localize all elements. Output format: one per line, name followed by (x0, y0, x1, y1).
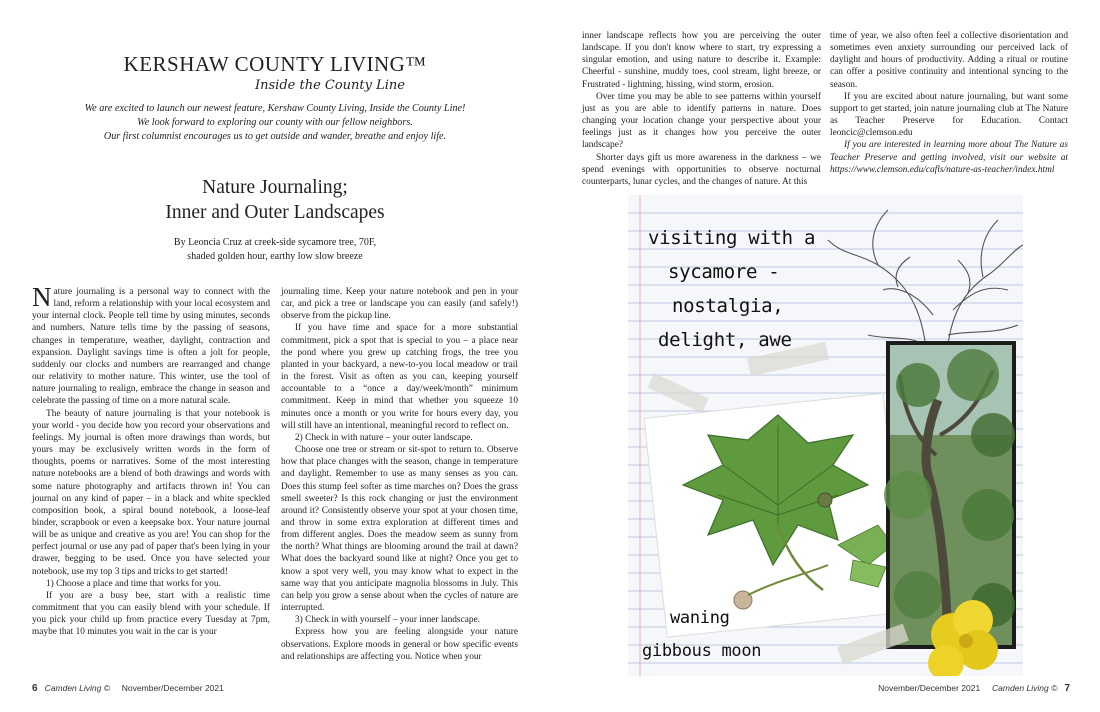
magazine-subtitle: Inside the County Line (255, 78, 405, 93)
paragraph: Express how you are feeling alongside your nature observations. Explore moods in general or how specific events and relationships are affecting you. Notice when your (281, 627, 518, 662)
page-number: 7 (1064, 683, 1070, 694)
page-number: 6 (32, 683, 38, 694)
paragraph: If you are excited about nature journaling, but want some support to get started, join nature journaling club at The Nature as Teacher Preserve for Education. Contact leoncic@clemson.edu (830, 91, 1068, 139)
paragraph: inner landscape reflects how you are perceiving the outer landscape. If you don't know where to start, try expressing a singular emotion, and using nature to describe it. Example: Cheerful - sunshine, muddy toes, cool stream, light breeze, or Frustrated - lightning, hissing, wind storm, erosion. (582, 31, 821, 90)
paragraph: If you are interested in learning more about The Nature as Teacher Preserve and getting involved, visit our website at https://www.clemson.edu/cafls/nature-as-teacher/index.html (830, 140, 1068, 175)
paragraph: journaling time. Keep your nature notebook and pen in your car, and pick a tree or landscape you can easily (and safely!) observe from the pickup line. (281, 287, 518, 322)
paragraph: The beauty of nature journaling is that your notebook is your world - you decide how you record your observations and feelings. My journal is often more drawings than words, but yours may be exclusively written words in the form of thoughts, poems or narratives. Some of the most interesting nature notebooks are a blend of both drawings and words with some nature photography and artifacts thrown in! You can journal on any kind of paper – in a black and white speckled composition book, a spiral bound notebook, a loose-leaf binder, scrapbook or even a keepsake box. Your nature journal will be as unique and creative as you are! You can shop for the perfect journal or use any pad of paper that's been lying in your drawer, begging to be used. Once you have selected your notebook, use my top 3 tips and tricks to get started! (32, 408, 270, 577)
masthead (30, 52, 520, 93)
handwritten-caption: waning (670, 608, 730, 628)
paragraph: Shorter days gift us more awareness in the darkness – we spend evenings with opportunities to observe nocturnal counterparts, lunar cycles, and the changes of nature. At this (582, 152, 821, 187)
tip-heading: 2) Check in with nature – your outer landscape. (295, 432, 473, 443)
tree-photo (884, 341, 1016, 649)
journal-collage (628, 195, 1023, 676)
paragraph: If you have time and space for a more substantial commitment, pick a spot that is special to you – a place near the pond where you grew up catching frogs, the tree you planted in your backyard, a new-to-you local meadow or trail in the forest. Visit as often as you can, keeping yourself accountable to a “once a day/week/month” minimum commitment. Keep in mind that whether you squeeze 10 minutes once a month or you write for hours every day, you will still have an intentional, meaningful record to reflect on. (281, 323, 518, 431)
magazine-name: Camden Living © (992, 683, 1058, 693)
right-page (550, 0, 1100, 712)
handwritten-caption: visiting with a (648, 227, 816, 249)
byline-line: shaded golden hour, earthy low slow breeze (187, 251, 363, 262)
paragraph: If you are a busy bee, start with a realistic time commitment that you can easily blend with your schedule. If you pick your child up from practice every Tuesday at 7pm, maybe that 10 minutes you wait in the car is your (32, 590, 270, 638)
footer-left (32, 683, 224, 694)
paragraph: Over time you may be able to see patterns within yourself just as you are able to identify patterns in nature. Does changing your location change your perspective about your feelings just as it changes how you perceive the outer landscape? (582, 91, 821, 151)
headline-line: Nature Journaling; (202, 177, 348, 198)
tip-heading: 1) Choose a place and time that works for you. (46, 578, 221, 589)
magazine-name: Camden Living © (44, 683, 110, 693)
tip-heading: 3) Check in with yourself – your inner landscape. (295, 615, 481, 626)
intro-line: Our first columnist encourages us to get outside and wander, breathe and enjoy life. (103, 131, 447, 142)
issue-date: November/December 2021 (121, 683, 224, 693)
intro-line: We look forward to exploring our county with our fellow neighbors. (137, 117, 413, 128)
byline (30, 236, 520, 264)
paragraph: Choose one tree or stream or sit-spot to return to. Observe how that place changes with the season, change in temperature and daylight. Remember to use as many senses as you can. Does this stump feel softer as time marches on? Does the grass smell sweeter? Is this rock changing or just the environment around it? Consistently observe your spot at your chosen time, and throw in some extra exploration at different times and from different angles. Does the meadow seem as sunny from the north? What things are blooming around the trail at dawn? What does the backyard sound like at night? Once you get to know a spot very well, you may know what to expect in the same way that you anticipate magnolia blossoms in July. This can help you grow a sense about when the cycles of nature are interrupted. (281, 445, 518, 614)
handwritten-caption: delight, awe (658, 329, 792, 351)
magazine-title: KERSHAW COUNTY LIVING™ (123, 52, 427, 76)
article-headline (30, 175, 520, 225)
issue-date: November/December 2021 (878, 683, 981, 693)
drop-cap: N (32, 282, 52, 312)
intro-line: We are excited to launch our newest feature, Kershaw County Living, Inside the County Line! (84, 103, 466, 114)
handwritten-caption: sycamore - (668, 261, 780, 283)
article-column-1 (32, 282, 270, 639)
handwritten-caption: nostalgia, (672, 295, 784, 317)
handwritten-caption: gibbous moon (642, 641, 762, 661)
byline-line: By Leoncia Cruz at creek-side sycamore tree, 70F, (173, 237, 377, 248)
article-column-4 (830, 30, 1068, 176)
footer-right (878, 683, 1070, 694)
article-column-3 (582, 30, 821, 188)
headline-line: Inner and Outer Landscapes (165, 202, 385, 223)
article-column-2 (281, 286, 518, 663)
feature-intro (30, 102, 520, 144)
paragraph: Nature journaling is a personal way to connect with the land, reform a relationship with your local ecosystem and your internal clock. People tell time by using minutes, seconds and numbers. Nature tells time by the passing of seasons, changes in temperature, weather, daylight, contraction and expansion. Daylight savings time is often a jolt for people, suddenly our clocks and numbers are rearranged and change our relativity to mother nature. This winter, use the tool of nature journaling to realign, embrace the change in season and celebrate the passing of time on a more natural scale. (32, 282, 270, 407)
paragraph: time of year, we also often feel a collective disorientation and sometimes even anxiety surrounding our perceived lack of daylight and hours of productivity. Adding a ritual or routine can offer a positive continuity and intentional syncing to the season. (830, 31, 1068, 90)
